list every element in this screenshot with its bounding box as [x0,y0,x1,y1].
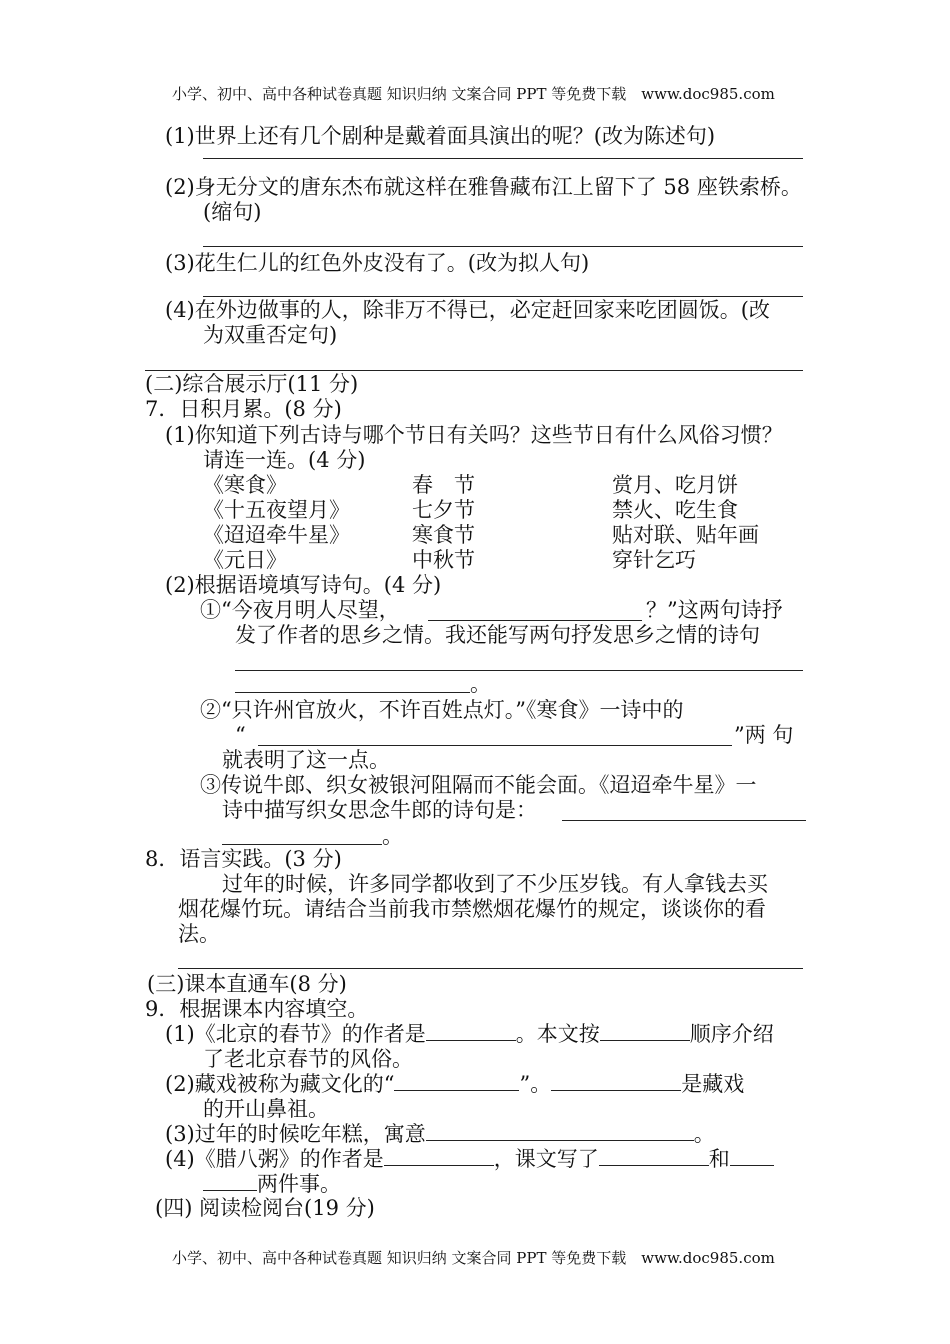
q9-4-a: (4)《腊八粥》的作者是 [165,1147,384,1171]
q9-1-b: 。本文按 [515,1022,600,1046]
q7-2-b-line3: 就表明了这一点。 [222,748,390,772]
q6-item-4-note: 为双重否定句) [203,323,338,347]
answer-line[interactable] [145,370,803,371]
answer-blank[interactable] [600,1022,690,1041]
q9-2-c: 是藏戏 [681,1072,745,1096]
answer-line[interactable] [235,692,470,693]
q9-4-end: 两件事。 [257,1172,341,1196]
page-header: 小学、初中、高中各种试卷真题 知识归纳 文案合同 PPT 等免费下载 www.doc985.com [172,85,775,103]
page-footer: 小学、初中、高中各种试卷真题 知识归纳 文案合同 PPT 等免费下载 www.doc985.com [172,1249,775,1267]
q8-title: 8．语言实践。(3 分) [145,847,342,871]
section-3-title: (三)课本直通车(8 分) [147,972,347,996]
answer-line[interactable] [203,246,803,247]
q7-2-title: (2)根据语境填写诗句。(4 分) [165,573,442,597]
q8-line-1: 过年的时候，许多同学都收到了不少压岁钱。有人拿钱去买 [222,872,768,896]
q7-title: 7．日积月累。(8 分) [145,397,342,421]
custom-item[interactable]: 赏月、吃月饼 [612,473,738,497]
q9-3-b: 。 [693,1122,715,1146]
answer-blank[interactable] [562,820,806,821]
answer-line[interactable] [203,158,803,159]
custom-item[interactable]: 穿针乞巧 [612,548,696,572]
section-4-title: (四) 阅读检阅台(19 分) [155,1196,375,1220]
festival-item[interactable]: 春 节 [412,473,475,497]
custom-item[interactable]: 贴对联、贴年画 [612,523,759,547]
answer-line[interactable] [203,296,803,297]
q9-1-a: (1)《北京的春节》的作者是 [165,1022,426,1046]
q9-2-a: (2)藏戏被称为藏文化的“ [165,1072,395,1096]
q9-1-c: 顺序介绍 [689,1022,774,1046]
q9-1-line2: 了老北京春节的风俗。 [203,1047,413,1071]
answer-blank[interactable] [551,1072,681,1091]
q9-title: 9．根据课本内容填空。 [145,997,369,1021]
answer-blank[interactable] [730,1147,774,1166]
q7-2-a-period: 。 [470,672,491,696]
q9-1-line1 [165,1022,774,1047]
q7-2-b-open: “ [235,723,246,747]
q7-2-c-line1: ③传说牛郎、织女被银河阻隔而不能会面。《迢迢牵牛星》一 [200,773,757,797]
q7-2-b-close: ”两 句 [734,723,794,747]
q8-line-3: 法。 [178,922,220,946]
q9-2-line2: 的开山鼻祖。 [203,1097,329,1121]
q8-line-2: 烟花爆竹玩。请结合当前我市禁燃烟花爆竹的规定，谈谈你的看 [178,897,766,921]
q7-1-prompt-cont: 请连一连。(4 分) [203,448,366,472]
q7-2-a-start: ①“今夜月明人尽望， [200,598,400,622]
answer-blank[interactable] [258,745,732,746]
answer-blank[interactable] [394,1072,519,1091]
answer-line[interactable] [235,670,803,671]
poem-item[interactable]: 《元日》 [203,548,287,572]
q9-2-line1 [165,1072,744,1097]
festival-item[interactable]: 寒食节 [412,523,475,547]
q9-2-b: ”。 [519,1072,552,1096]
q6-item-2-note: (缩句) [203,200,262,224]
poem-item[interactable]: 《迢迢牵牛星》 [203,523,350,547]
q7-2-a-end: ？”这两句诗抒 [646,598,783,622]
q9-3-a: (3)过年的时候吃年糕，寓意 [165,1122,426,1146]
answer-blank[interactable] [203,1172,257,1191]
festival-item[interactable]: 七夕节 [412,498,475,522]
q9-4-c: 和 [708,1147,730,1171]
answer-blank[interactable] [222,844,382,845]
answer-blank[interactable] [428,620,642,621]
answer-blank[interactable] [426,1022,516,1041]
poem-item[interactable]: 《寒食》 [203,473,287,497]
q9-4-line1 [165,1147,774,1172]
q6-item-2: (2)身无分文的唐东杰布就这样在雅鲁藏布江上留下了 58 座铁索桥。 [165,175,802,199]
q9-3-line1 [165,1122,715,1147]
q9-4-b: ，课文写了 [493,1147,599,1171]
answer-line[interactable] [178,968,803,969]
poem-item[interactable]: 《十五夜望月》 [203,498,350,522]
answer-blank[interactable] [599,1147,709,1166]
answer-blank[interactable] [426,1122,694,1141]
section-2-title: (二)综合展示厅(11 分) [145,372,359,396]
answer-blank[interactable] [384,1147,494,1166]
q7-2-b-line1: ②“只许州官放火，不许百姓点灯。”《寒食》一诗中的 [200,698,684,722]
q7-1-prompt: (1)你知道下列古诗与哪个节日有关吗？这些节日有什么风俗习惯？ [165,423,783,447]
q6-item-4: (4)在外边做事的人，除非万不得已，必定赶回家来吃团圆饭。(改 [165,298,770,322]
q6-item-1: (1)世界上还有几个剧种是戴着面具演出的呢？(改为陈述句) [165,124,716,148]
q7-2-c-period: 。 [382,824,403,848]
q9-4-line2 [203,1172,341,1197]
custom-item[interactable]: 禁火、吃生食 [612,498,738,522]
q7-2-c-line2: 诗中描写织女思念牛郎的诗句是： [222,798,537,822]
q7-2-a-line2: 发了作者的思乡之情。我还能写两句抒发思乡之情的诗句 [235,623,760,647]
q6-item-3: (3)花生仁儿的红色外皮没有了。(改为拟人句) [165,251,590,275]
festival-item[interactable]: 中秋节 [412,548,475,572]
